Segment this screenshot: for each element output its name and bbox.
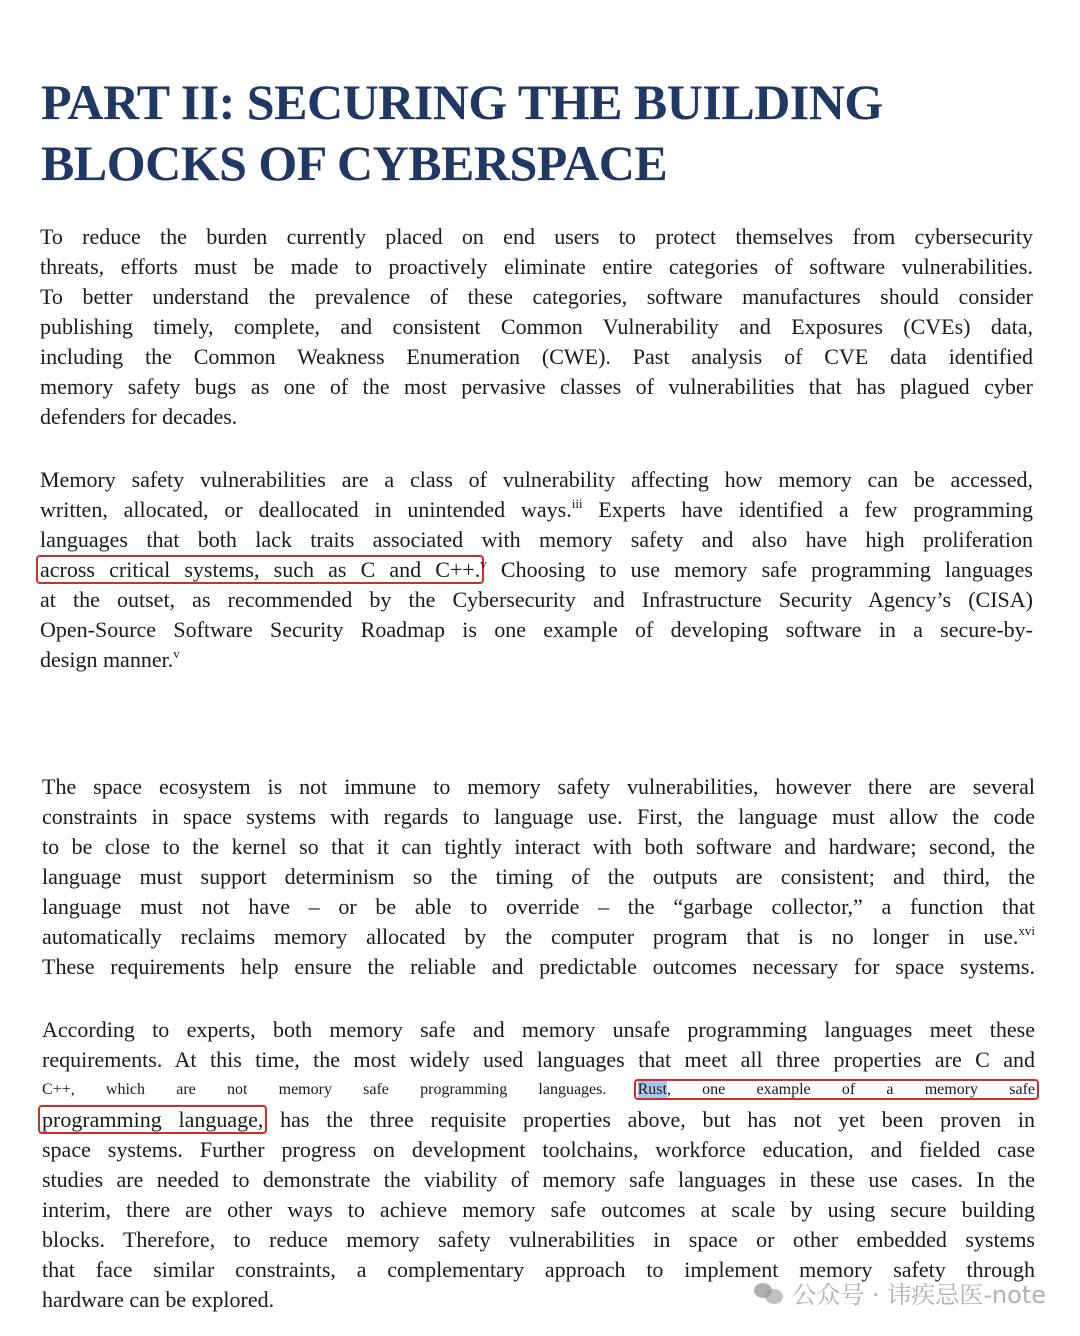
- annotation-box-c-cpp: across critical systems, such as C and C++.: [36, 555, 484, 584]
- p2-text: design manner.: [40, 647, 174, 672]
- p1-line: defenders for decades.: [40, 404, 238, 429]
- watermark: [754, 1275, 1046, 1310]
- paragraph-3: [42, 772, 1035, 982]
- p3-line: language must support determinism so the timing of the outputs are consistent; and third, the: [42, 864, 1035, 889]
- p1-line: including the Common Weakness Enumeration (CWE). Past analysis of CVE data identified: [40, 344, 1033, 369]
- p3-text: automatically reclaims memory allocated by the computer program that is no longer in use.: [42, 924, 1019, 949]
- p4-line: interim, there are other ways to achieve memory safe outcomes at scale by using secure building: [42, 1197, 1035, 1222]
- p4-line: According to experts, both memory safe and memory unsafe programming languages meet these: [42, 1017, 1035, 1042]
- p2-line: at the outset, as recommended by the Cybersecurity and Infrastructure Security Agency’s (CISA): [40, 587, 1033, 612]
- p4-line: requirements. At this time, the most widely used languages that meet all three properties are C and: [42, 1047, 1035, 1072]
- p3-line: to be close to the kernel so that it can tightly interact with both software and hardware; second, the: [42, 834, 1035, 859]
- p4-text: has the three requisite properties above, but has not yet been proven in: [263, 1107, 1035, 1132]
- p2-line: [40, 645, 1033, 675]
- p4-line: [42, 1075, 1035, 1105]
- p2-line: [40, 495, 1033, 525]
- p2-line: [40, 555, 1033, 585]
- p4-line: space systems. Further progress on development toolchains, workforce education, and fielded case: [42, 1137, 1035, 1162]
- footnote-ref[interactable]: v: [480, 556, 487, 571]
- p2-text: Experts have identified a few programming: [582, 497, 1033, 522]
- paragraph-1: [40, 222, 1033, 432]
- p2-line: Memory safety vulnerabilities are a class of vulnerability affecting how memory can be accessed,: [40, 467, 1033, 492]
- p4-line: that face similar constraints, a complementary approach to implement memory safety through: [42, 1257, 1035, 1282]
- p2-line: languages that both lack traits associated with memory safety and also have high proliferation: [40, 527, 1033, 552]
- p4-line: studies are needed to demonstrate the viability of memory safe languages in these use cases. In the: [42, 1167, 1035, 1192]
- p2-text: Choosing to use memory safe programming languages: [486, 557, 1033, 582]
- p1-line: publishing timely, complete, and consistent Common Vulnerability and Exposures (CVEs) data,: [40, 314, 1033, 339]
- paragraph-2: [40, 465, 1033, 675]
- p3-line: The space ecosystem is not immune to memory safety vulnerabilities, however there are several: [42, 774, 1035, 799]
- p4-text: C++, which are not memory safe programming languages.: [42, 1081, 607, 1098]
- footnote-ref[interactable]: xvi: [1018, 923, 1035, 938]
- p3-line: [42, 922, 1035, 952]
- p4-text: , one example of a memory safe: [666, 1081, 1035, 1098]
- heading-line-2: BLOCKS OF CYBERSPACE: [41, 135, 668, 191]
- p1-line: To better understand the prevalence of these categories, software manufactures should consider: [40, 284, 1033, 309]
- footnote-ref[interactable]: iii: [571, 496, 583, 511]
- p3-line: constraints in space systems with regards to language use. First, the language must allow the code: [42, 804, 1035, 829]
- p3-line: language must not have – or be able to override – the “garbage collector,” a function that: [42, 894, 1035, 919]
- annotation-box-language: programming language,: [38, 1105, 267, 1134]
- heading-line-1: PART II: SECURING THE BUILDING: [41, 74, 883, 130]
- paragraph-4: [42, 1015, 1035, 1315]
- p2-line: Open-Source Software Security Roadmap is one example of developing software in a secure-by-: [40, 617, 1033, 642]
- highlighted-rust: Rust: [637, 1081, 667, 1098]
- watermark-text: 公众号 · 讳疾忌医-note: [792, 1281, 1046, 1309]
- p3-line: These requirements help ensure the reliable and predictable outcomes necessary for space systems.: [42, 954, 1035, 979]
- p2-text: written, allocated, or deallocated in unintended ways.: [40, 497, 572, 522]
- p4-line: hardware can be explored.: [42, 1287, 275, 1312]
- section-heading: [41, 72, 883, 194]
- p1-line: memory safety bugs as one of the most pervasive classes of vulnerabilities that has plagued cyber: [40, 374, 1033, 399]
- p1-line: To reduce the burden currently placed on end users to protect themselves from cybersecurity: [40, 224, 1033, 249]
- wechat-icon: [754, 1281, 784, 1305]
- footnote-ref[interactable]: v: [173, 646, 180, 661]
- annotation-box-rust: [634, 1079, 1039, 1100]
- p4-line: [42, 1105, 1035, 1135]
- p1-line: threats, efforts must be made to proactively eliminate entire categories of software vulnerabilities.: [40, 254, 1033, 279]
- p4-line: blocks. Therefore, to reduce memory safety vulnerabilities in space or other embedded systems: [42, 1227, 1035, 1252]
